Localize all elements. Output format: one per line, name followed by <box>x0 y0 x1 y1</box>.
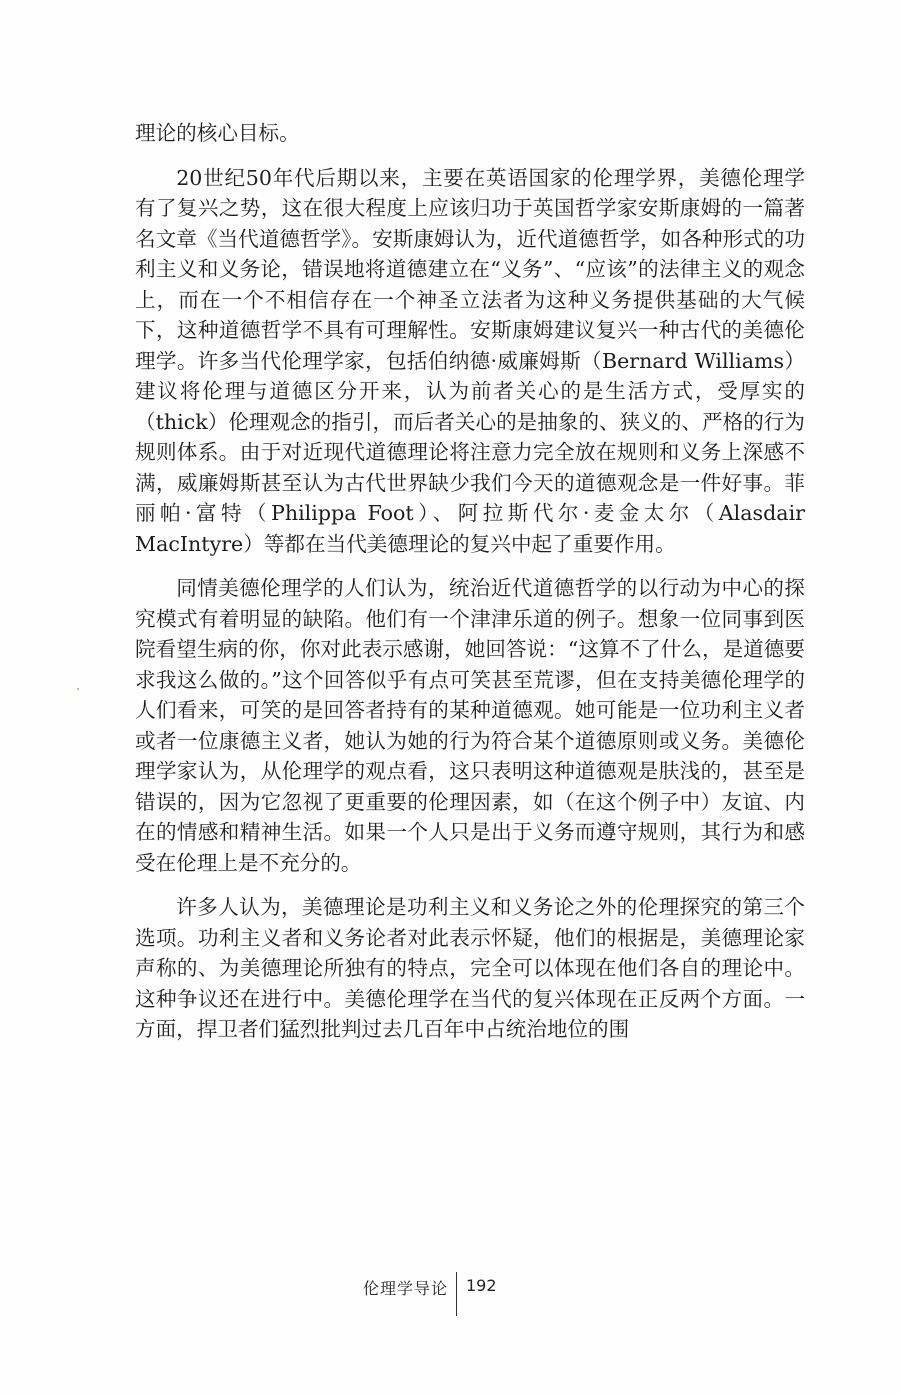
page-footer <box>0 1270 900 1320</box>
paragraph: 许多人认为，美德理论是功利主义和义务论之外的伦理探究的第三个选项。功利主义者和义务论者对此表示怀疑，他们的根据是，美德理论家声称的、为美德理论所独有的特点，完全可以体现在他们各自的理论中。这种争议还在进行中。美德伦理学在当代的复兴体现在正反两个方面。一方面，捍卫者们猛烈批判过去几百年中占统治地位的围 <box>135 895 805 1041</box>
paragraph-continued: 理论的核心目标。 <box>135 121 300 145</box>
body-text <box>135 118 805 1059</box>
paragraph: 20世纪50年代后期以来，主要在英语国家的伦理学界，美德伦理学有了复兴之势，这在很大程度上应该归功于英国哲学家安斯康姆的一篇著名文章《当代道德哲学》。安斯康姆认为，近代道德哲学，如各种形式的功利主义和义务论，错误地将道德建立在“义务”、“应该”的法律主义的观念上，而在一个不相信存在一个神圣立法者为这种义务提供基础的大气候下，这种道德哲学不具有可理解性。安斯康姆建议复兴一种古代的美德伦理学。许多当代伦理学家，包括伯纳德·威廉姆斯（Bernard Williams）建议将伦理与道德区分开来，认为前者关心的是生活方式，受厚实的（thick）伦理观念的指引，而后者关心的是抽象的、狭义的、严格的行为规则体系。由于对近现代道德理论将注意力完全放在规则和义务上深感不满，威廉姆斯甚至认为古代世界缺少我们今天的道德观念是一件好事。菲丽帕·富特（Philippa Foot）、阿拉斯代尔·麦金太尔（Alasdair MacIntyre）等都在当代美德理论的复兴中起了重要作用。 <box>135 165 805 556</box>
paragraph: 同情美德伦理学的人们认为，统治近代道德哲学的以行动为中心的探究模式有着明显的缺陷。他们有一个津津乐道的例子。想象一位同事到医院看望生病的你，你对此表示感谢，她回答说：“这算不了什么，是道德要求我这么做的。”这个回答似乎有点可笑甚至荒谬，但在支持美德伦理学的人们看来，可笑的是回答者持有的某种道德观。她可能是一位功利主义者或者一位康德主义者，她认为她的行为符合某个道德原则或义务。美德伦理学家认为，从伦理学的观点看，这只表明这种道德观是肤浅的，甚至是错误的，因为它忽视了更重要的伦理因素，如（在这个例子中）友谊、内在的情感和精神生活。如果一个人只是出于义务而遵守规则，其行为和感受在伦理上是不充分的。 <box>135 576 805 875</box>
footer-divider <box>456 1272 457 1316</box>
page-number: 192 <box>466 1276 497 1295</box>
paper-speck <box>77 688 79 690</box>
footer-book-title: 伦理学导论 <box>362 1279 448 1298</box>
